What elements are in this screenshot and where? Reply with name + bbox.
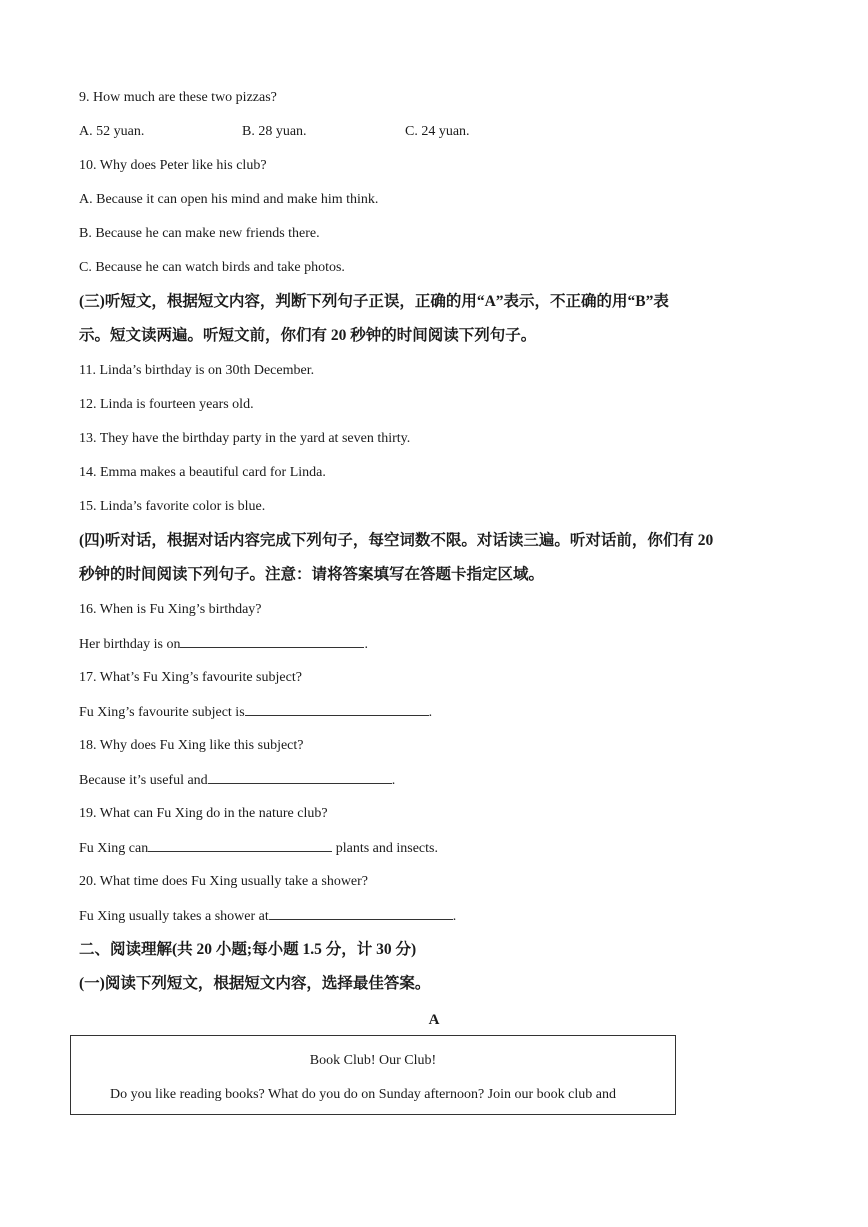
answer-18-suffix: . [391, 773, 396, 788]
answer-17-blank[interactable] [245, 703, 429, 716]
answer-20 [79, 907, 456, 926]
answer-20-blank[interactable] [269, 907, 453, 920]
tf-item-12: 12. Linda is fourteen years old. [79, 397, 254, 412]
section-4-instruction-line2: 秒钟的时间阅读下列句子。注意：请将答案填写在答题卡指定区域。 [79, 566, 545, 583]
section-3-instruction-line2: 示。短文读两遍。听短文前，你们有 20 秒钟的时间阅读下列句子。 [79, 327, 537, 344]
part-2-subheading: (一)阅读下列短文，根据短文内容，选择最佳答案。 [79, 975, 431, 992]
answer-19-prefix: Fu Xing can [79, 841, 149, 856]
tf-item-15: 15. Linda’s favorite color is blue. [79, 499, 266, 514]
answer-18-prefix: Because it’s useful and [79, 773, 208, 788]
question-19: 19. What can Fu Xing do in the nature club? [79, 806, 328, 821]
passage-line-1: Do you like reading books? What do you do on Sunday afternoon? Join our book club and [110, 1087, 616, 1102]
answer-16 [79, 635, 368, 654]
part-2-heading: 二、阅读理解(共 20 小题;每小题 1.5 分，计 30 分) [79, 941, 417, 958]
answer-19-suffix: plants and insects. [332, 841, 438, 856]
tf-item-14: 14. Emma makes a beautiful card for Linda. [79, 465, 326, 480]
passage-title: Book Club! Our Club! [309, 1053, 437, 1068]
answer-18-blank[interactable] [208, 771, 392, 784]
option-10a: A. Because it can open his mind and make him think. [79, 192, 379, 207]
question-20: 20. What time does Fu Xing usually take a shower? [79, 874, 369, 889]
section-4-instruction-line1: (四)听对话，根据对话内容完成下列句子，每空词数不限。对话读三遍。听对话前，你们有 20 [79, 532, 714, 549]
answer-17-suffix: . [428, 705, 433, 720]
option-10c: C. Because he can watch birds and take photos. [79, 260, 345, 275]
answer-20-prefix: Fu Xing usually takes a shower at [79, 909, 269, 924]
passage-label: A [428, 1012, 440, 1028]
answer-20-suffix: . [452, 909, 457, 924]
section-3-instruction-line1: (三)听短文，根据短文内容，判断下列句子正误，正确的用“A”表示，不正确的用“B”表 [79, 293, 669, 310]
option-9a: A. 52 yuan. [79, 124, 145, 139]
answer-16-prefix: Her birthday is on [79, 637, 181, 652]
question-16: 16. When is Fu Xing’s birthday? [79, 602, 262, 617]
tf-item-13: 13. They have the birthday party in the yard at seven thirty. [79, 431, 411, 446]
option-10b: B. Because he can make new friends there. [79, 226, 320, 241]
option-9c: C. 24 yuan. [405, 124, 470, 139]
question-17: 17. What’s Fu Xing’s favourite subject? [79, 670, 302, 685]
question-10: 10. Why does Peter like his club? [79, 158, 267, 173]
answer-18 [79, 771, 395, 790]
passage-box [70, 1035, 676, 1115]
answer-19 [79, 839, 438, 858]
answer-17-prefix: Fu Xing’s favourite subject is [79, 705, 245, 720]
answer-16-blank[interactable] [180, 635, 364, 648]
question-9: 9. How much are these two pizzas? [79, 90, 277, 105]
answer-17 [79, 703, 432, 722]
option-9b: B. 28 yuan. [242, 124, 307, 139]
question-18: 18. Why does Fu Xing like this subject? [79, 738, 304, 753]
tf-item-11: 11. Linda’s birthday is on 30th December. [79, 363, 315, 378]
answer-16-suffix: . [364, 637, 368, 652]
answer-19-blank[interactable] [148, 839, 332, 852]
